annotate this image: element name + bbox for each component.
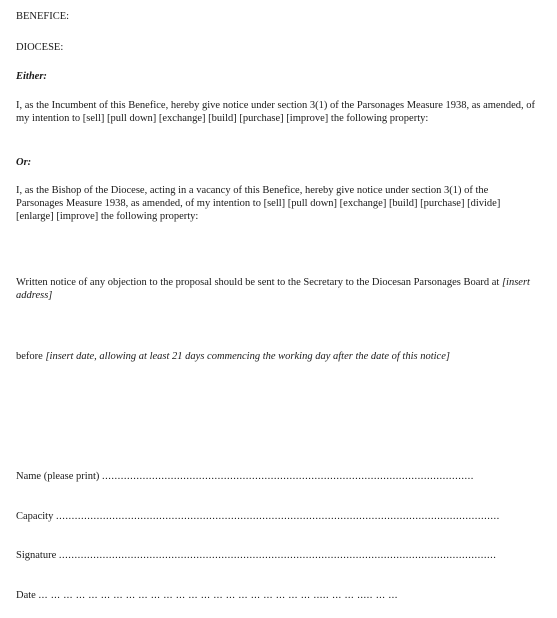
name-field[interactable] [16, 470, 474, 483]
incumbent-notice-text: I, as the Incumbent of this Benefice, hereby give notice under section 3(1) of the Parsonages Measure 1938, as amended, of my intention to [sell] [pull down] [exchange] [build] [purchase] [improve] the following property: [16, 100, 535, 124]
bishop-notice-text: I, as the Bishop of the Diocese, acting in a vacancy of this Benefice, hereby give notice under section 3(1) of the Parsonages Measure 1938, as amended, of my intention to [sell] [pull down] [exchange] [build] [purchase] [divide] [enlarge] [improve] the following property: [16, 185, 501, 222]
capacity-field[interactable] [16, 510, 500, 523]
date-field[interactable] [16, 589, 416, 602]
objection-text [16, 276, 538, 302]
date-dotted-line: ... ... ... ... ... ... ... ... ... ... ... ... ... ... ... ... ... ... ... ... ... ... ..... ... ... ..... ... ... [38, 590, 398, 601]
deadline-prefix: before [16, 351, 46, 362]
date-label: Date [16, 590, 36, 601]
objection-body: Written notice of any objection to the proposal should be sent to the Secretary to the Diocesan Parsonages Board at [16, 277, 502, 288]
signature-field[interactable] [16, 549, 497, 562]
signature-dotted-line: ............................................................................................................................................ [58, 550, 497, 561]
either-label: Either: [16, 71, 47, 82]
diocese-label: DIOCESE: [16, 42, 64, 53]
signature-label: Signature [16, 550, 57, 561]
or-label: Or: [16, 157, 32, 168]
date-placeholder: [insert date, allowing at least 21 days commencing the working day after the date of this notice] [45, 351, 450, 362]
capacity-label: Capacity [16, 511, 54, 522]
name-dotted-line: ....................................................................................................................... [102, 471, 474, 482]
deadline-text [16, 350, 538, 363]
benefice-label: BENEFICE: [16, 11, 70, 22]
address-placeholder: [insert address] [16, 277, 530, 301]
name-label: Name (please print) [16, 471, 100, 482]
capacity-dotted-line: .............................................................................................................................................. [55, 511, 500, 522]
